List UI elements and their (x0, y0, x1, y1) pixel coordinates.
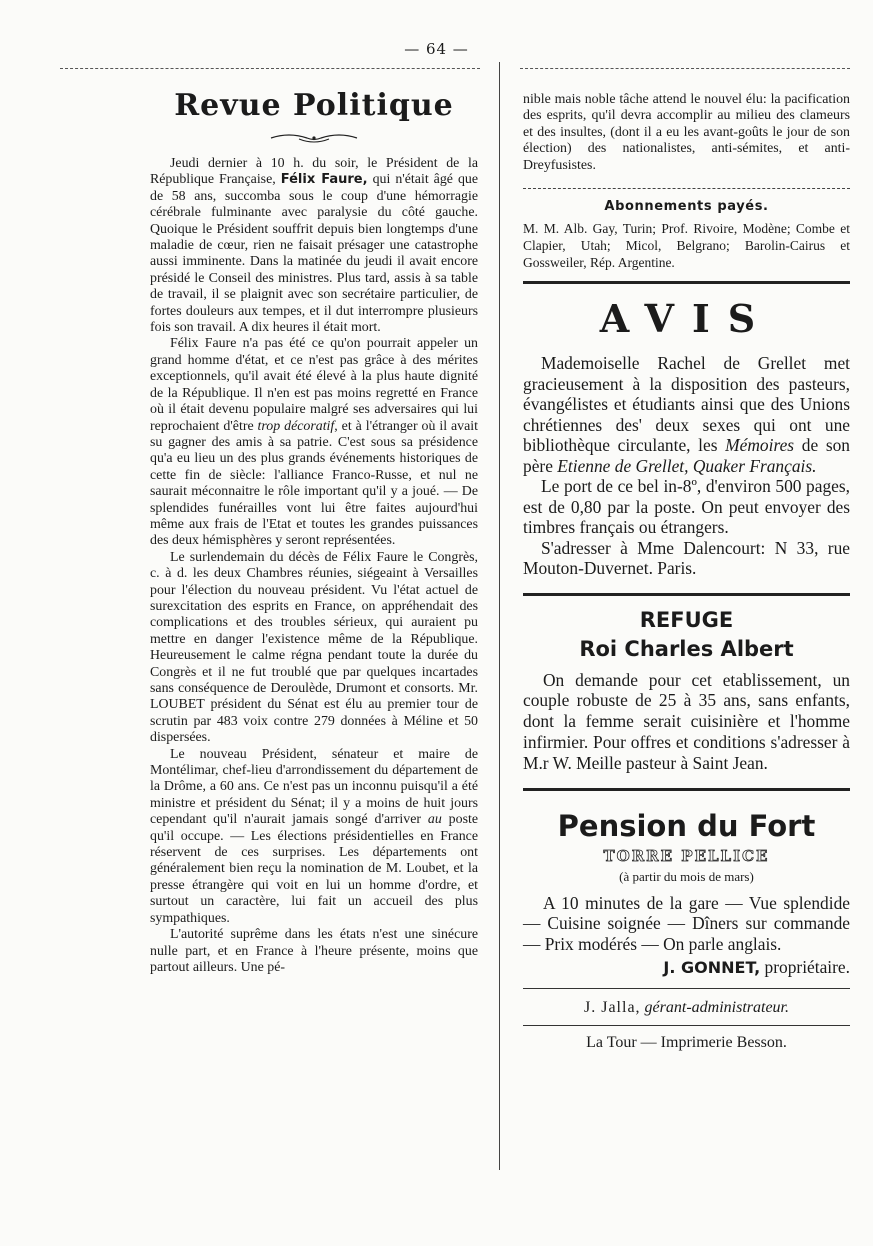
pension-text: A 10 minutes de la gare — Vue splendide — Cuisine soignée — Dîners sur commande — Prix modérés — On parle anglais. (523, 892, 850, 955)
avis-paragraph-1: Mademoiselle Rachel de Grellet met gracieusement à la disposition des pasteurs, évangélistes et étudiants ainsi que des Unions chrétiennes des' deux sexes qui ont une bibliothèque circulante, les Mémoires de son père Etienne de Grellet, Quaker Français. (523, 353, 850, 476)
article-paragraph: Jeudi dernier à 10 h. du soir, le Président de la République Française, Félix Faure, qui n'était âgé que de 58 ans, succomba sous le coup d'une hémorragie cérébrale fulminante avec paralysie du côté gauche. Quoique le Président souffrit depuis bien longtemps d'une maladie de cœur, rien ne faisait présager une catastrophe aussi imminente. Dans la matinée du jeudi il avait encore présidé le Conseil des ministres. Plus tard, assis à sa table de travail, il se plaignit avec son secrétaire particulier, de fortes douleurs aux tempes, et il dut interrompre plusieurs fois son travail. A dix heures il était mort. (150, 156, 478, 336)
refuge-text: On demande pour cet etablissement, un couple robuste de 25 à 35 ans, sans enfants, dont la femme serait cuisinière et l'homme infirmier. Pour offres et conditions s'adresser à M.r W. Meille pasteur à Saint Jean. (523, 669, 850, 773)
column-divider (499, 62, 500, 1170)
article-paragraph: L'autorité suprême dans les états n'est une sinécure nulle part, et en France à l'heure présente, moins que partout ailleurs. Une pé- (150, 927, 478, 975)
separator-thick-2 (523, 593, 850, 596)
footer-manager: J. Jalla, gérant-administrateur. (584, 998, 789, 1016)
refuge-subheading: Roi Charles Albert (579, 636, 794, 661)
avis-title: AVIS (599, 296, 774, 342)
right-column (523, 92, 850, 1052)
article-continuation: nible mais noble tâche attend le nouvel élu: la pacification des esprits, qu'il devra accomplir au milieu des clameurs et des insultes, (dont il a eu les avant-goûts le jour de son élection) des nationalistes, anti-sémites, et anti-Dreyfusistes. (523, 92, 850, 173)
avis-paragraph-3: S'adresser à Mme Dalencourt: N 33, rue Mouton-Duvernet. Paris. (523, 537, 850, 579)
separator-thin-2 (523, 1025, 850, 1026)
pension-title: Pension du Fort (557, 808, 816, 843)
article-paragraph: Le surlendemain du décès de Félix Faure le Congrès, c. à d. les deux Chambres réunies, siégeaint à Versailles pour l'élection du nouveau président. Vu l'état actuel de surexcitation des esprits en France, on appréhendait des complications et des troubles sérieux, qui auraient pu mettre en danger l'existence même de la République. Heureusement le calme régna pendant toute la durée du Congrès et il ne fut troublé que par quelques incartades sans conséquence de Deroulède, Drumont et consorts. Mr. LOUBET président du Sénat est élu au premier tour de scrutin par 483 voix contre 279 données à Méline et 50 dispersées. (150, 549, 478, 746)
page-number: — 64 — (404, 40, 469, 58)
top-rule-right (520, 68, 850, 69)
refuge-heading: REFUGE (639, 607, 734, 632)
pension-date: (à partir du mois de mars) (619, 868, 754, 884)
separator-thick-3 (523, 788, 850, 791)
avis-paragraph-2: Le port de ce bel in-8º, d'environ 500 pages, est de 0,80 par la poste. On peut envoyer des timbres français ou étrangers. (523, 476, 850, 538)
pension-place: TORRE PELLICE (603, 846, 770, 865)
title-ornament (269, 132, 359, 144)
separator-thin (523, 988, 850, 989)
subscriptions-list: M. M. Alb. Gay, Turin; Prof. Rivoire, Modène; Combe et Clapier, Utah; Micol, Belgrano; Barolin-Cairus et Gossweiler, Rép. Argentine. (523, 221, 850, 271)
separator-dashed (523, 188, 850, 189)
footer-printer: La Tour — Imprimerie Besson. (586, 1033, 787, 1051)
separator-thick (523, 281, 850, 284)
article-paragraph: Le nouveau Président, sénateur et maire de Montélimar, chef-lieu d'arrondissement du département de la Drôme, a 60 ans. Ce n'est pas un inconnu puisqu'il a été ministre et président du Sénat; il y a moins de huit jours cependant qu'il n'aurait jamais songé d'arriver au poste qu'il occupe. — Les élections présidentielles en France réservent de ces surprises. Les départements ont généralement bien reçu la nomination de M. Loubet, et la presse étrangère qui voit en lui un homme d'ordre, et surtout un caractère, lui fait un accueil des plus sympathiques. (150, 746, 478, 926)
subscriptions-heading: Abonnements payés. (604, 199, 769, 215)
top-rule-left (60, 68, 480, 69)
article-paragraph: Félix Faure n'a pas été ce qu'on pourrait appeler un grand homme d'état, et ce n'est pas grâce à des mérites exceptionnels, qu'il avait été élevé à la plus haute dignité de la République. Il n'en est pas moins regretté en France où il était devenu populaire malgré ses adversaires qui lui reprochaient d'être trop décoratif, et à l'étranger où il avait su gagner des amis à sa patrie. C'est sous sa présidence qu'a eu lieu un des plus grands événements historiques de cette fin de siècle: l'alliance Franco-Russe, et nul ne saurait méconnaitre le rôle important qu'il y a joué. — De splendides funérailles vont lui être faites aujourd'hui même aux frais de l'Etat et toutes les grandes puissances des deux hémisphères y seront représentées. (150, 336, 479, 549)
left-column (150, 86, 478, 976)
pension-owner: J. GONNET, propriétaire. (663, 956, 850, 977)
article-body (150, 156, 478, 976)
article-title: Revue Politique (174, 88, 454, 123)
